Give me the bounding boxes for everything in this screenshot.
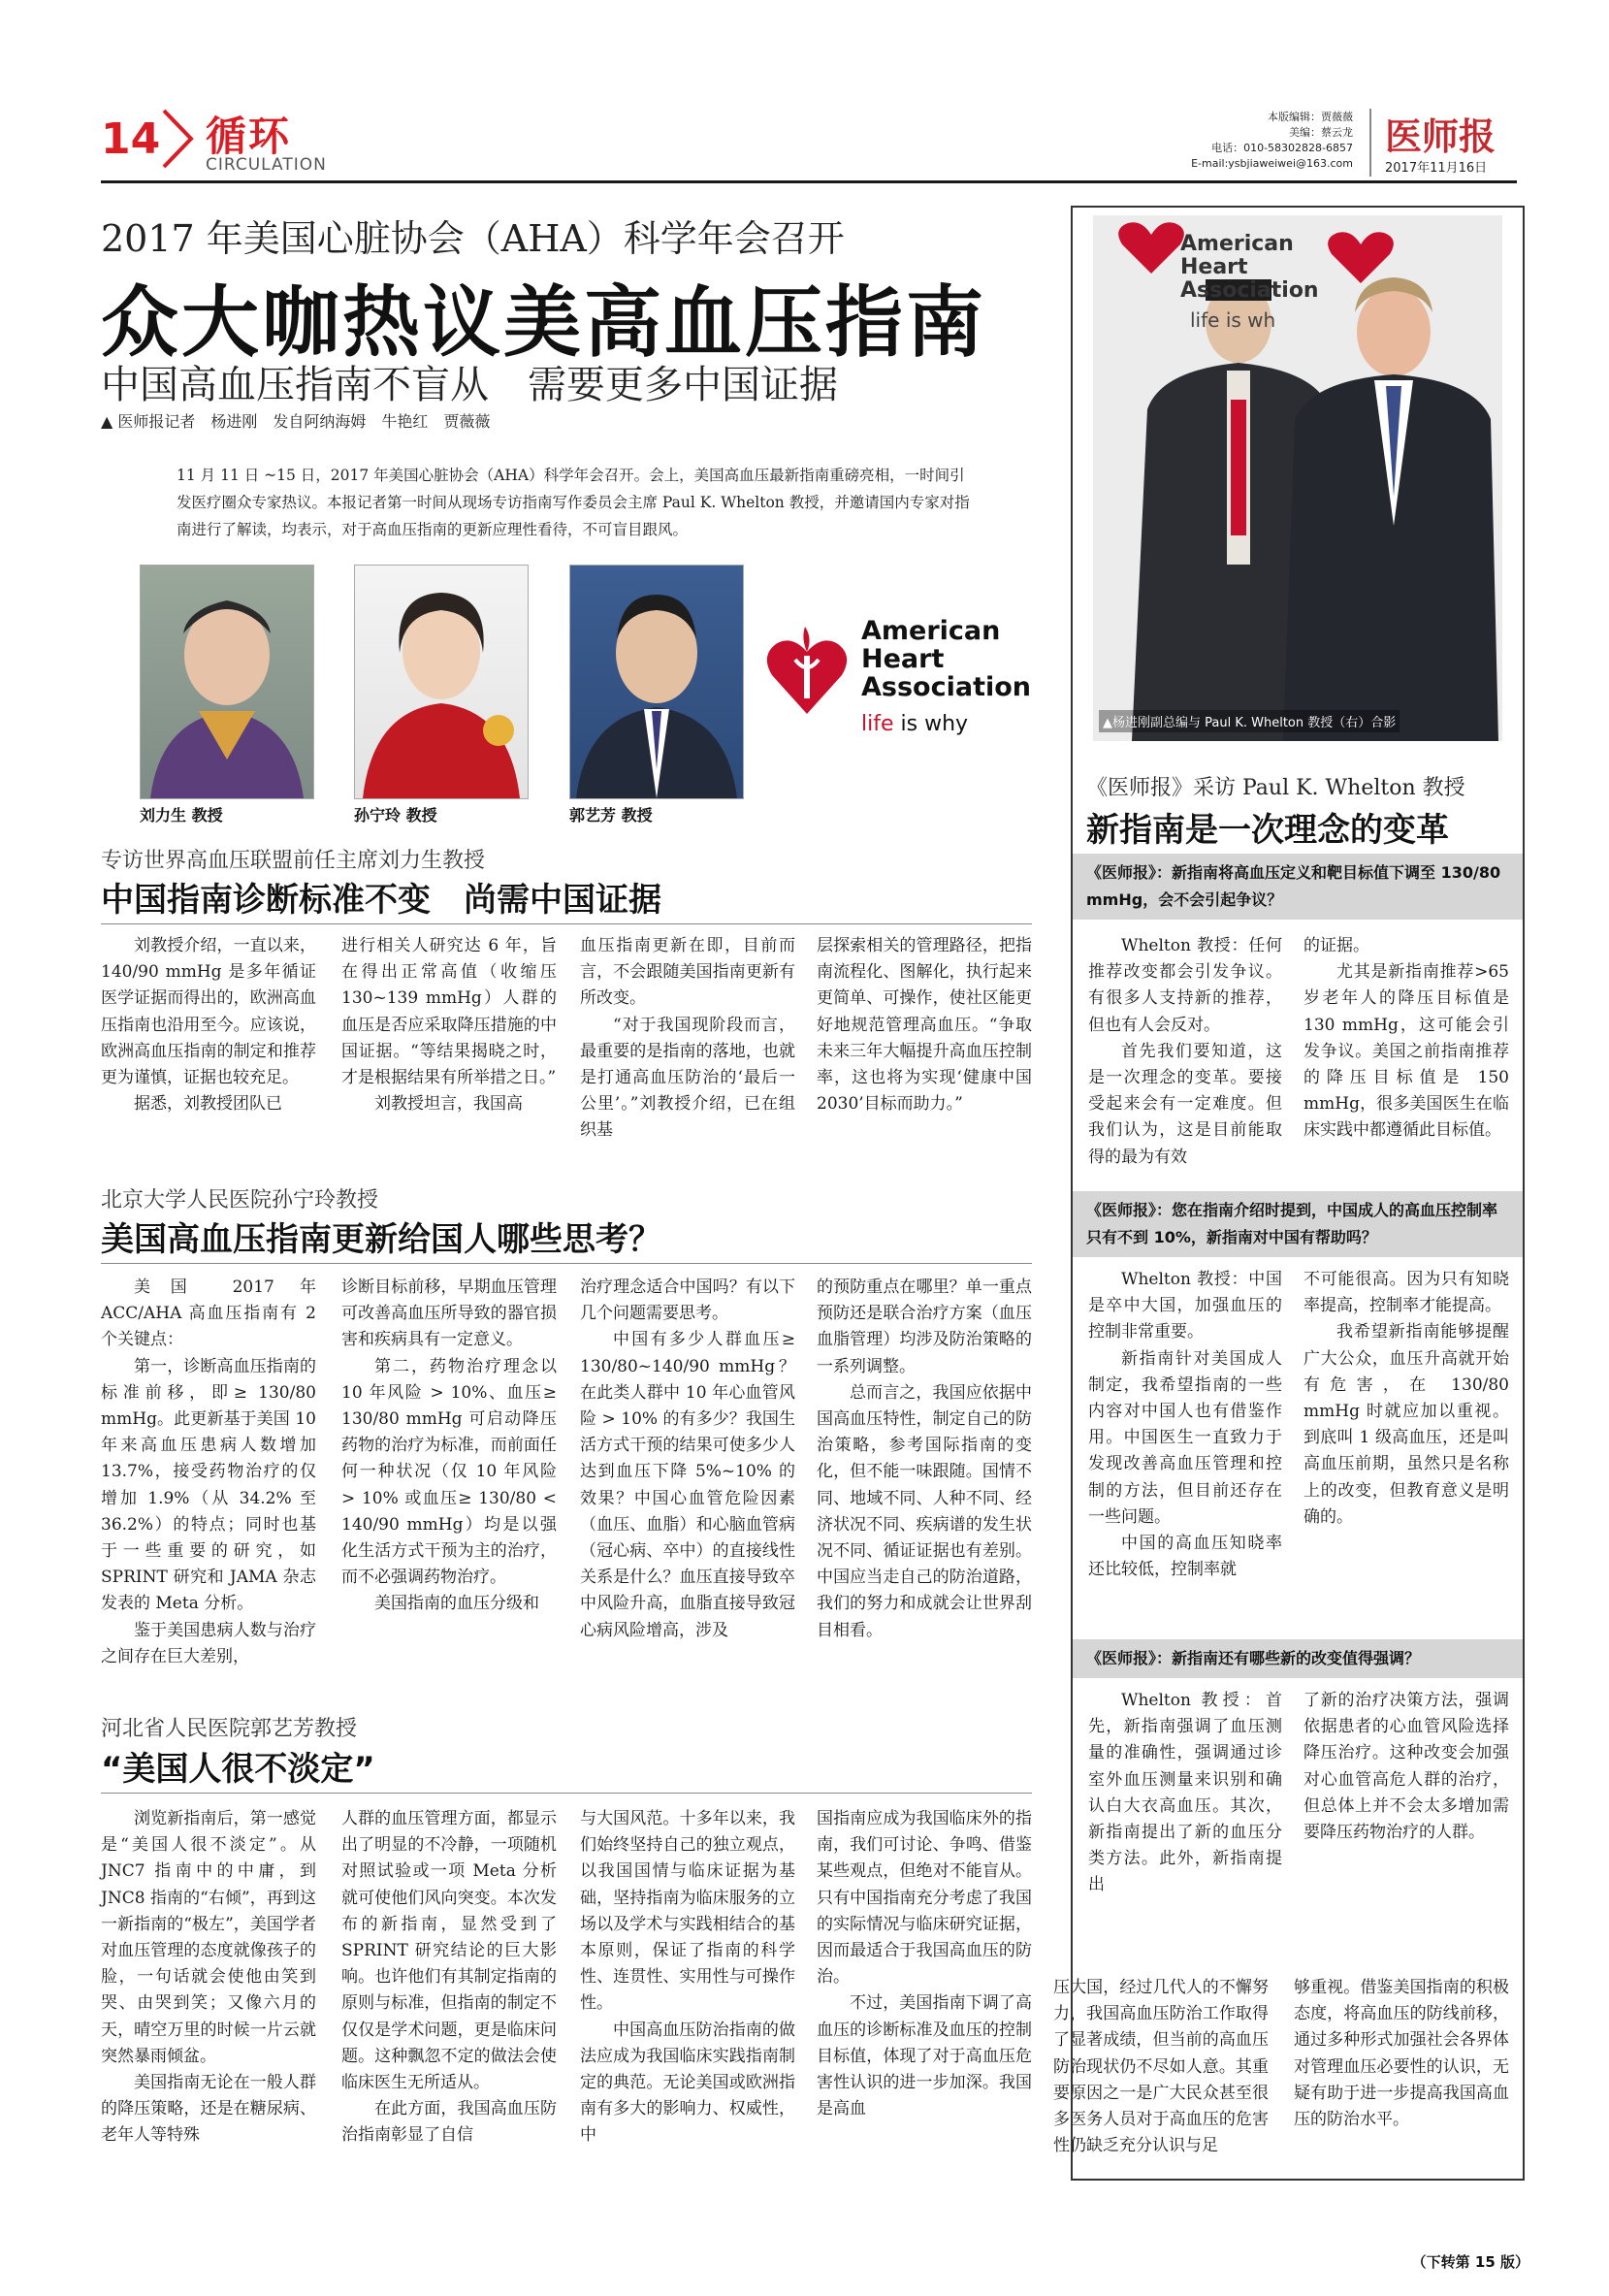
portrait-caption: 刘力生 教授	[140, 806, 223, 825]
paragraph: 中国有多少人群血压≥ 130/80~140/90 mmHg？在此类人群中 10 年心血管风险 > 10% 的有多少？我国生活方式干预的结果可使多少人达到血压下降 5%~10% 的效果？中国心血管危险因素（血压、血脂）和心脑血管病（冠心病、卒中）的直接线性关系是什么？血压直接导致卒中风险升高，血脂直接导致冠心病风险增高，涉及	[580, 1330, 795, 1640]
section1-column	[101, 933, 316, 1127]
paragraph: 我希望新指南能够提醒广大公众，血压升高就开始有危害，在 130/80 mmHg 时就应加以重视。到底叫 1 级高血压，还是叫高血压前期，虽然只是名称上的改变，但教育意义是明确的。	[1303, 1322, 1509, 1527]
banner-line: Association	[1180, 278, 1319, 303]
article-headline: 众大咖热议美高血压指南	[101, 277, 986, 368]
section3-rule	[101, 1793, 1032, 1794]
section3-column	[580, 1806, 795, 2223]
banner-text	[1180, 233, 1319, 303]
paragraph: 首先我们要知道，这是一次理念的变革。要接受起来会有一定难度。但我们认为，这是目前能取得的最为有效	[1088, 1041, 1282, 1167]
article-kicker: 2017 年美国心脏协会（AHA）科学年会召开	[101, 217, 845, 260]
paragraph: 进行相关人研究达 6 年，旨在得出正常高值（收缩压 130~139 mmHg）人群的血压是否应采取降压措施的中国证据。“等结果揭晓之时，才是根据结果有所举措之日。”	[341, 936, 557, 1088]
paragraph: Whelton 教授：任何推荐改变都会引发争议。有很多人支持新的推荐，但也有人会反对。	[1088, 936, 1282, 1035]
paragraph: 了新的治疗决策方法，强调依据患者的心血管风险选择降压治疗。这种改变会加强对心血管高危人群的治疗，但总体上并不会太多增加需要降压药物治疗的人群。	[1303, 1691, 1509, 1843]
paper-name: 医师报	[1385, 114, 1496, 158]
paragraph: 不过，美国指南下调了高血压的诊断标准及血压的控制目标值，体现了对于高血压危害性认识的进一步加深。我国是高血	[817, 1993, 1032, 2119]
section-name: 循环	[206, 113, 292, 160]
section1-title: 中国指南诊断标准不变 尚需中国证据	[101, 881, 661, 920]
section2-rule	[101, 1263, 1032, 1264]
paragraph: 国指南应成为我国临床外的指南，我们可讨论、争鸣、借鉴某些观点，但绝对不能盲从。只有中国指南充分考虑了我国的实际情况与临床研究证据，因而最适合于我国高血压的防治。	[817, 1809, 1032, 1988]
header-divider	[1369, 109, 1371, 177]
paragraph: 血压指南更新在即，目前而言，不会跟随美国指南更新有所改变。	[580, 936, 795, 1009]
section3-column	[101, 1806, 316, 2223]
paragraph: 尤其是新指南推荐>65 岁老年人的降压目标值是 130 mmHg，这可能会引发争议。美国之前指南推荐的降压目标值是 150 mmHg，很多美国医生在临床实践中都遵循此目标值。	[1303, 962, 1509, 1141]
section2-column	[101, 1275, 316, 1682]
section-name-en: CIRCULATION	[206, 155, 327, 175]
aha-name-line: Association	[861, 672, 1031, 702]
editor-line: 美编：蔡云龙	[1289, 126, 1353, 139]
aha-logo	[766, 607, 1031, 753]
paragraph: 的预防重点在哪里？单一重点预防还是联合治疗方案（血压血脂管理）均涉及防治策略的一系列调整。	[817, 1277, 1032, 1376]
header-rule	[101, 180, 1517, 183]
sidebar-photo	[1093, 215, 1502, 741]
paragraph: 第二，药物治疗理念以 10 年风险 > 10%、血压≥ 130/80 mmHg 可启动降压药物的治疗为标准，而前面任何一种状况（仅 10 年风险 > 10% 或血压≥ 130/80 < 140/90 mmHg）均是以强化生活方式干预为主的治疗，而不必强调药物治疗。	[341, 1356, 557, 1588]
section1-column	[817, 933, 1032, 1127]
paragraph: 第一，诊断高血压指南的标准前移，即≥ 130/80 mmHg。此更新基于美国 10 年来高血压患病人数增加 13.7%，接受药物治疗的仅增加 1.9%（从 34.2% 至 36.2%）的特点；同时也基于一些重要的研究，如 SPRINT 研究和 JAMA 杂志发表的 Meta 分析。	[101, 1356, 316, 1614]
portrait-caption: 郭艺芳 教授	[569, 806, 653, 825]
editor-line: 本版编辑：贾薇薇	[1268, 111, 1353, 123]
portrait-liu-lisheng	[140, 565, 314, 799]
article-subhead: 中国高血压指南不盲从 需要更多中国证据	[101, 363, 838, 407]
editor-line: 电话：010-58302828-6857	[1211, 142, 1353, 154]
paragraph: 刘教授坦言，我国高	[374, 1094, 523, 1115]
lede-paragraph: 11 月 11 日 ~15 日，2017 年美国心脏协会（AHA）科学年会召开。会上，美国高血压最新指南重磅亮相，一时间引发医疗圈众专家热议。本报记者第一时间从现场专访指南写作委员会主席 Paul K. Whelton 教授，并邀请国内专家对指南进行了解读，均表示，对于高血压指南的更新应理性看待，不可盲目跟风。	[177, 467, 970, 538]
editor-line: E-mail:ysbjiaweiwei@163.com	[1191, 157, 1353, 170]
paragraph: 新指南针对美国成人制定，我希望指南的一些内容对中国人也有借鉴作用。中国医生一直致力于发现改善高血压管理和控制的方法，但目前还存在一些问题。	[1088, 1348, 1282, 1527]
section1-column	[341, 933, 557, 1127]
paragraph: 在此方面，我国高血压防治指南彰显了自信	[341, 2099, 557, 2146]
paragraph: 不可能很高。因为只有知晓率提高，控制率才能提高。	[1303, 1270, 1509, 1316]
answer-column	[1088, 933, 1282, 1166]
chevron-right-icon	[158, 107, 197, 171]
aha-tagline-rest: is why	[893, 712, 969, 736]
question-bar: 《医师报》：新指南还有哪些新的改变值得强调？	[1073, 1639, 1523, 1678]
paragraph: Whelton 教授：首先，新指南强调了血压测量的准确性，强调通过诊室外血压测量来识别和确认白大衣高血压。其次，新指南提出了新的血压分类方法。此外，新指南提出	[1088, 1691, 1282, 1895]
sidebar-title: 新指南是一次理念的变革	[1086, 811, 1449, 850]
paragraph: “对于我国现阶段而言，最重要的是指南的落地，也就是打通高血压防治的‘最后一公里’。”刘教授介绍，已在组织基	[580, 1015, 795, 1141]
paragraph: 层探索相关的管理路径，把指南流程化、图解化，执行起来更简单、可操作，使社区能更好地规范管理高血压。“争取未来三年大幅提升高血压控制率，这也将为实现‘健康中国 2030’目标而助力。”	[817, 936, 1032, 1115]
section2-column	[580, 1275, 795, 1682]
paragraph: 治疗理念适合中国吗？有以下几个问题需要思考。	[580, 1277, 795, 1324]
paragraph: Whelton 教授：中国是卒中大国，加强血压的控制非常重要。	[1088, 1270, 1282, 1342]
paragraph: 美国指南的血压分级和	[374, 1594, 539, 1614]
paragraph: 压大国，经过几代人的不懈努力，我国高血压防治工作取得了显著成绩，但当前的高血压防治现状仍不尽如人意。其重要原因之一是广大民众甚至很多医务人员对于高血压的危害性仍缺乏充分认识与足	[1053, 1978, 1269, 2156]
section3-column	[341, 1806, 557, 2223]
paragraph: 美国指南无论在一般人群的降压策略，还是在糖尿病、老年人等特殊	[101, 2073, 316, 2146]
page-number: 14	[101, 114, 161, 164]
person-icon	[141, 566, 313, 798]
issue-date: 2017年11月16日	[1385, 161, 1488, 176]
aha-tagline-life: life	[861, 712, 894, 736]
answer-column	[1088, 1267, 1282, 1635]
paragraph: 人群的血压管理方面，都显示出了明显的不冷静，一项随机对照试验或一项 Meta 分析就可使他们风向突变。本次发布的新指南，显然受到了 SPRINT 研究结论的巨大影响。也许他们有其制定指南的原则与标准，但指南的制定不仅仅是学术问题，更是临床问题。这种飘忽不定的做法会使临床医生无所适从。	[341, 1809, 557, 2093]
question-bar: 《医师报》：新指南将高血压定义和靶目标值下调至 130/80 mmHg，会不会引起争议？	[1073, 854, 1523, 920]
paragraph: 鉴于美国患病人数与治疗之间存在巨大差别，	[101, 1620, 316, 1666]
section2-column	[341, 1275, 557, 1682]
banner-fragment: life is wh	[1190, 308, 1276, 332]
answer-column	[1303, 1267, 1509, 1635]
person-icon	[355, 566, 528, 798]
aha-name-line: American	[861, 616, 1001, 646]
answer-column	[1303, 1688, 1509, 1921]
portrait-caption: 孙宁玲 教授	[354, 806, 437, 825]
paragraph: 美国 2017 年 ACC/AHA 高血压指南有 2 个关键点：	[101, 1277, 316, 1350]
paragraph: 诊断目标前移，早期血压管理可改善高血压所导致的器官损害和疾病具有一定意义。	[341, 1277, 557, 1350]
portrait-sun-ningling	[354, 565, 529, 799]
continued-notice: （下转第 15 版）	[1411, 2253, 1529, 2271]
editor-info	[1191, 110, 1353, 172]
section2-title: 美国高血压指南更新给国人哪些思考？	[101, 1220, 661, 1259]
aha-tagline	[861, 712, 968, 736]
section1-rule	[101, 923, 1032, 924]
photo-caption: ▲杨进刚副总编与 Paul K. Whelton 教授（右）合影	[1099, 710, 1400, 732]
portrait-guo-yifang	[569, 565, 744, 799]
paragraph: 刘教授介绍，一直以来，140/90 mmHg 是多年循证医学证据而得出的，欧洲高血压指南也沿用至今。应该说，欧洲高血压指南的制定和推荐更为谨慎，证据也较充足。	[101, 936, 316, 1088]
section2-kicker: 北京大学人民医院孙宁玲教授	[101, 1188, 379, 1213]
paragraph: 的证据。	[1303, 936, 1369, 955]
sidebar-kicker: 《医师报》采访 Paul K. Whelton 教授	[1086, 776, 1465, 800]
section3-kicker: 河北省人民医院郭艺芳教授	[101, 1717, 358, 1741]
paragraph: 中国高血压防治指南的做法应成为我国临床实践指南制定的典范。无论美国或欧洲指南有多大的影响力、权威性，中	[580, 2020, 795, 2146]
section1-column	[580, 933, 795, 1141]
paragraph: 总而言之，我国应依据中国高血压特性，制定自己的防治策略，参考国际指南的变化，但不能一味跟随。国情不同、地域不同、人种不同、经济状况不同、疾病谱的发生状况不同、循证证据也有差别。中国应当走自己的防治道路，我们的努力和成就会让世界刮目相看。	[817, 1382, 1032, 1640]
answer-column	[1303, 933, 1509, 1166]
section2-column	[817, 1275, 1032, 1682]
section3-column	[817, 1806, 1032, 2223]
paragraph: 中国的高血压知晓率还比较低，控制率就	[1088, 1534, 1282, 1580]
paragraph: 与大国风范。十多年以来，我们始终坚持自己的独立观点，以我国国情与临床证据为基础，坚持指南为临床服务的立场以及学术与实践相结合的基本原则，保证了指南的科学性、连贯性、实用性与可操作性。	[580, 1809, 795, 2014]
banner-line: American	[1180, 232, 1294, 256]
paragraph: 够重视。借鉴美国指南的积极态度，将高血压的防线前移，通过多种形式加强社会各界体对管理血压必要性的认识，无疑有助于进一步提高我国高血压的防治水平。	[1294, 1978, 1509, 2130]
section1-kicker: 专访世界高血压联盟前任主席刘力生教授	[101, 849, 486, 873]
paragraph: 浏览新指南后，第一感觉是“美国人很不淡定”。从 JNC7 指南中的中庸，到 JNC8 指南的“右倾”，再到这一新指南的“极左”，美国学者对血压管理的态度就像孩子的脸，一句话就会使他由笑到哭、由哭到笑；又像六月的天，晴空万里的时候一片云就突然暴雨倾盆。	[101, 1809, 316, 2066]
question-bar: 《医师报》：您在指南介绍时提到，中国成人的高血压控制率只有不到 10%，新指南对中国有帮助吗？	[1073, 1191, 1523, 1257]
section3-title: “美国人很不淡定”	[101, 1750, 375, 1789]
heart-torch-icon	[766, 617, 848, 718]
answer-column	[1088, 1688, 1282, 1921]
byline: ▲ 医师报记者 杨进刚 发自阿纳海姆 牛艳红 贾薇薇	[101, 412, 491, 431]
aha-name-line: Heart	[861, 644, 945, 674]
paragraph: 据悉，刘教授团队已	[134, 1094, 282, 1115]
banner-line: Heart	[1180, 255, 1248, 279]
person-icon	[570, 566, 743, 798]
